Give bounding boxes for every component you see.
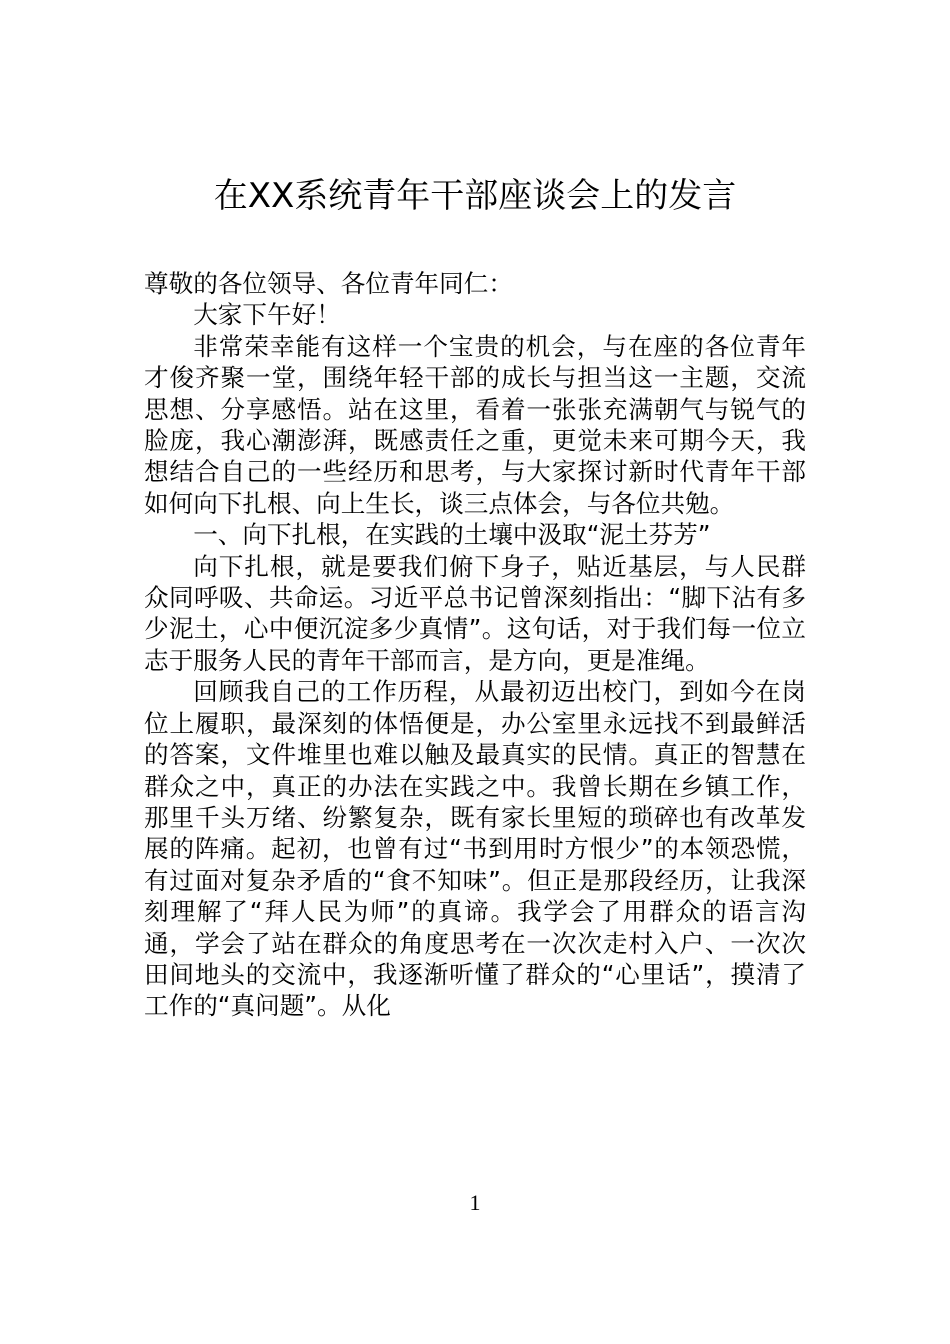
paragraph-greeting: 大家下午好！ [193, 300, 341, 330]
document-title: 在XX系统青年干部座谈会上的发言 [213, 176, 737, 216]
paragraph-section1-b: 回顾我自己的工作历程，从最初迈出校门，到如今在岗位上履职，最深刻的体悟便是，办公室里永远找不到最鲜活的答案，文件堆里也难以触及最真实的民情。真正的智慧在群众之中，真正的办法在实践之中。我曾长期在乡镇工作，那里千头万绪、纷繁复杂，既有家长里短的琐碎也有改革发展的阵痛。起初，也曾有过“书到用时方恨少”的本领恐慌，有过面对复杂矛盾的“食不知味”。但正是那段经历，让我深刻理解了“拜人民为师”的真谛。我学会了用群众的语言沟通，学会了站在群众的角度思考在一次次走村入户、一次次田间地头的交流中，我逐渐听懂了群众的“心里话”，摸清了工作的“真问题”。从化 [144, 677, 806, 1021]
section-heading-1: 一、向下扎根，在实践的土壤中汲取“泥土芬芳” [193, 520, 711, 550]
paragraph-intro: 非常荣幸能有这样一个宝贵的机会，与在座的各位青年才俊齐聚一堂，围绕年轻干部的成长与担当这一主题，交流思想、分享感悟。站在这里，看着一张张充满朝气与锐气的脸庞，我心潮澎湃，既感责任之重，更觉未来可期今天，我想结合自己的一些经历和思考，与大家探讨新时代青年干部如何向下扎根、向上生长，谈三点体会，与各位共勉。 [144, 331, 806, 518]
document-body [144, 268, 806, 1022]
salutation: 尊敬的各位领导、各位青年同仁： [144, 269, 513, 298]
page-number: 1 [469, 1190, 481, 1215]
paragraph-section1-a: 向下扎根，就是要我们俯下身子，贴近基层，与人民群众同呼吸、共命运。习近平总书记曾深刻指出：“脚下沾有多少泥土，心中便沉淀多少真情”。这句话，对于我们每一位立志于服务人民的青年干部而言，是方向，更是准绳。 [144, 551, 806, 675]
